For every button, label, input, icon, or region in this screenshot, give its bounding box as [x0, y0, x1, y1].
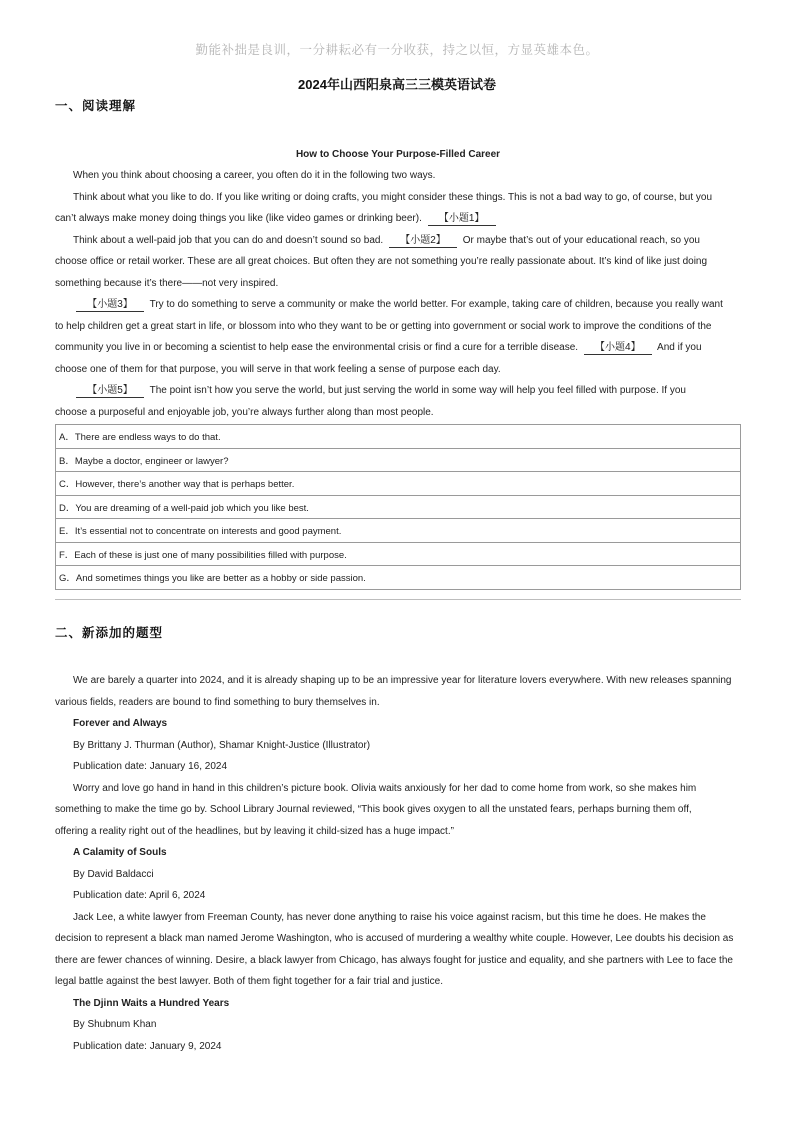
option-c[interactable]: C．However, there’s another way that is perhaps better. [56, 472, 741, 496]
blank-question-5[interactable]: 【小题5】 [76, 384, 144, 398]
option-g[interactable]: G．And sometimes things you like are better as a hobby or side passion. [56, 566, 741, 590]
book-title-2: A Calamity of Souls [73, 847, 167, 858]
book-desc-line: decision to represent a black man named Jerome Washington, who is accused of murdering a wealthy white couple. However, Lee doubts his decision as [55, 933, 734, 944]
blank-question-3[interactable]: 【小题3】 [76, 298, 144, 312]
book-date-2: Publication date: April 6, 2024 [73, 890, 206, 901]
book-desc-line: Worry and love go hand in hand in this children’s picture book. Olivia waits anxiously for her dad to come home from work, so she makes him [73, 783, 697, 794]
options-table [55, 424, 741, 590]
option-row[interactable] [56, 519, 741, 543]
book-author-1: By Brittany J. Thurman (Author), Shamar Knight-Justice (Illustrator) [73, 740, 371, 751]
passage-text: community you live in or becoming a scientist to help ease the environmental crisis or find a cure for a terrible disease. [55, 342, 579, 353]
option-row[interactable] [56, 425, 741, 449]
option-row[interactable] [56, 495, 741, 519]
option-b[interactable]: B．Maybe a doctor, engineer or lawyer? [56, 448, 741, 472]
passage-line [55, 208, 741, 230]
book-desc-line: legal battle against the best lawyer. Both of them fight together for a fair trial and justice. [55, 976, 443, 987]
passage-line [55, 230, 741, 252]
motto-watermark: 勤能补拙是良训，一分耕耘必有一分收获，持之以恒，方显英雄本色。 [195, 43, 599, 57]
option-row[interactable] [56, 542, 741, 566]
passage-text: Think about a well-paid job that you can do and doesn’t sound so bad. [73, 235, 384, 246]
intro-line: various fields, readers are bound to find something to bury themselves in. [55, 697, 380, 708]
option-row[interactable] [56, 566, 741, 590]
section-heading-reading: 一、阅读理解 [55, 98, 137, 113]
passage-line: choose one of them for that purpose, you will serve in that work feeling a sense of purpose each day. [55, 364, 501, 375]
book-title-3: The Djinn Waits a Hundred Years [73, 998, 230, 1009]
passage-line: to help children get a great start in life, or blossom into who they want to be or getting into government or social work to improve the conditions of the [55, 321, 712, 332]
option-f[interactable]: F．Each of these is just one of many possibilities filled with purpose. [56, 542, 741, 566]
blank-question-4[interactable]: 【小题4】 [584, 341, 652, 355]
passage-title: How to Choose Your Purpose-Filled Career [295, 149, 501, 160]
passage-line: something because it’s there——not very inspired. [55, 278, 279, 289]
option-row[interactable] [56, 448, 741, 472]
book-title-1: Forever and Always [73, 718, 168, 729]
passage-line [55, 337, 741, 359]
passage-text: Or maybe that’s out of your educational reach, so you [462, 235, 700, 246]
blank-question-1[interactable]: 【小题1】 [428, 212, 496, 226]
book-date-1: Publication date: January 16, 2024 [73, 761, 227, 772]
option-e[interactable]: E．It’s essential not to concentrate on interests and good payment. [56, 519, 741, 543]
option-a[interactable]: A．There are endless ways to do that. [56, 425, 741, 449]
book-author-3: By Shubnum Khan [73, 1019, 157, 1030]
passage-line: choose a purposeful and enjoyable job, you’re always further along than most people. [55, 407, 434, 418]
section-heading-new-type: 二、新添加的题型 [55, 625, 164, 640]
book-desc-line: offering a reality right out of the headlines, but by leaving it child-sized has a huge impact.” [55, 826, 454, 837]
passage-text: Try to do something to serve a community or make the world better. For example, taking care of children, because you really want [149, 299, 723, 310]
passage-text: can’t always make money doing things you like (like video games or drinking beer). [55, 213, 422, 224]
passage-line: choose office or retail worker. These are all great choices. But often they are not something you’re really passionate about. It’s kind of like just doing [55, 256, 708, 267]
passage-line: Think about what you like to do. If you like writing or doing crafts, you might consider these things. This is not a bad way to go, of course, but you [73, 192, 713, 203]
blank-question-2[interactable]: 【小题2】 [389, 234, 457, 248]
section-divider [55, 599, 741, 600]
option-d[interactable]: D．You are dreaming of a well-paid job which you like best. [56, 495, 741, 519]
intro-line: We are barely a quarter into 2024, and it is already shaping up to be an impressive year for literature lovers everywhere. With new releases spanning [73, 675, 732, 686]
book-desc-line: there are fewer chances of winning. Desire, a black lawyer from Chicago, has always fought for justice and equality, and she partners with Lee to face the [55, 955, 733, 966]
book-desc-line: something to make the time go by. School Library Journal reviewed, “This book gives oxygen to all the unstated fears, perhaps burning them off, [55, 804, 692, 815]
passage-line [55, 380, 741, 402]
book-author-2: By David Baldacci [73, 869, 154, 880]
book-date-3: Publication date: January 9, 2024 [73, 1041, 222, 1052]
passage-text: The point isn’t how you serve the world, but just serving the world in some way will help you feel filled with purpose. If you [149, 385, 686, 396]
option-row[interactable] [56, 472, 741, 496]
passage-text: And if you [657, 342, 702, 353]
book-desc-line: Jack Lee, a white lawyer from Freeman County, has never done anything to raise his voice against racism, but this time he does. He makes the [73, 912, 706, 923]
passage-paragraph: When you think about choosing a career, you often do it in the following two ways. [73, 170, 436, 181]
page-title: 2024年山西阳泉高三三模英语试卷 [298, 77, 496, 92]
passage-line [55, 294, 741, 316]
